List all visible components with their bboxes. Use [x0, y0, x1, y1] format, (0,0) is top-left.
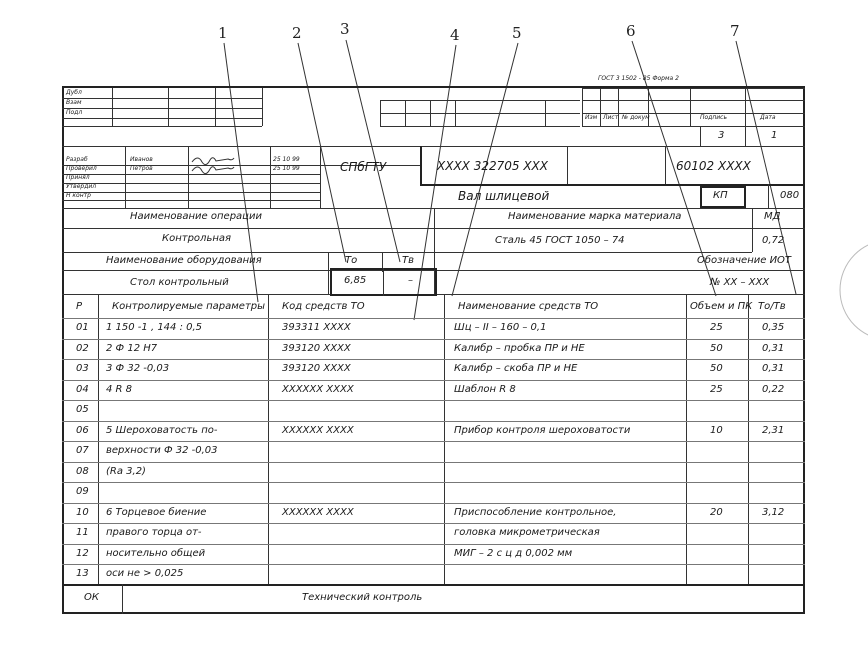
md-label: МД	[764, 211, 781, 222]
sheet-number: 3	[718, 130, 725, 141]
footer-text: Технический контроль	[302, 592, 423, 603]
table-cell-param: 3 Ф 32 -0,03	[106, 363, 170, 374]
table-cell-code: XXXXXX XXXX	[282, 424, 354, 436]
table-cell-code: 393120 XXXX	[282, 363, 351, 374]
stamp-sign: Подпись	[700, 114, 727, 121]
table-cell-param: правого торца от-	[106, 527, 202, 538]
table-row-line	[62, 400, 805, 401]
table-cell-param: 1 150 -1 , 144 : 0,5	[106, 322, 203, 333]
table-cell-param: 6 Торцевое биение	[106, 506, 207, 518]
name-petrov: Петров	[130, 165, 153, 172]
table-row-line	[62, 462, 805, 463]
op-code: 080	[780, 190, 800, 201]
role-nkontr: Н контр	[66, 192, 91, 199]
operation-name: Контрольная	[162, 233, 232, 244]
table-cell-no: 05	[76, 404, 89, 415]
table-cell-means: Калибр – пробка ПР и НЕ	[454, 342, 585, 354]
to-label: То	[345, 255, 358, 266]
table-cell-means: Прибор контроля шероховатости	[454, 424, 631, 436]
col-header-volume: Объем и ПК	[690, 301, 753, 312]
equipment-label: Наименование оборудования	[106, 255, 262, 266]
table-cell-param: носительно общей	[106, 547, 206, 559]
table-row-line	[62, 359, 805, 360]
callout-3: 3	[340, 20, 350, 38]
table-cell-param: (Ra 3,2)	[106, 465, 146, 477]
table-cell-time: 0,31	[762, 363, 785, 374]
table-cell-vol: 50	[710, 363, 723, 374]
table-row-line	[62, 544, 805, 545]
callout-1: 1	[218, 24, 228, 42]
form-label: ГОСТ 3 1502 - 85 Форма 2	[598, 75, 679, 82]
table-cell-vol: 25	[710, 322, 723, 333]
iot-value: № ХХ – ХХХ	[710, 277, 770, 288]
tv-label: Тв	[402, 255, 415, 266]
table-cell-no: 02	[76, 342, 89, 354]
table-cell-means: Шаблон R 8	[454, 383, 516, 395]
table-cell-no: 10	[76, 506, 89, 518]
name-ivanov: Иванов	[130, 156, 153, 163]
table-cell-no: 01	[76, 322, 89, 333]
stamp-doc: № докум	[622, 114, 650, 121]
part-code: 60102 XXXX	[676, 159, 751, 173]
col-header-code: Код средств ТО	[282, 301, 365, 312]
table-cell-no: 11	[76, 527, 89, 538]
table-row-line	[62, 318, 805, 319]
signature-2	[192, 167, 234, 174]
table-cell-no: 13	[76, 568, 89, 579]
signature-1	[192, 158, 234, 165]
col-header-row: Р	[76, 301, 83, 312]
material-label: Наименование марка материала	[508, 211, 682, 222]
label-vzam: Взам	[66, 99, 82, 106]
table-cell-param: оси не > 0,025	[106, 568, 184, 579]
doc-code: XXXX 322705 XXX	[437, 159, 548, 173]
callout-7: 7	[730, 22, 740, 40]
table-cell-vol: 20	[710, 506, 723, 518]
table-cell-no: 12	[76, 547, 89, 559]
table-cell-param: 5 Шероховатость по-	[106, 424, 218, 436]
table-row-line	[62, 503, 805, 504]
role-razrab: Разраб	[66, 156, 88, 163]
organization: СПбГТУ	[340, 160, 387, 174]
table-row-line	[62, 421, 805, 422]
role-utverdil: Утвердил	[66, 183, 97, 190]
table-cell-no: 07	[76, 445, 89, 456]
stamp-list: Лист	[603, 114, 619, 121]
table-cell-vol: 50	[710, 342, 723, 354]
iot-label: Обозначение ИОТ	[697, 255, 792, 266]
operation-name-label: Наименование операции	[130, 211, 262, 222]
table-cell-time: 0,31	[762, 342, 785, 354]
stamp-izm: Изм	[585, 114, 598, 121]
table-cell-time: 2,31	[762, 424, 785, 436]
tv-value: –	[408, 275, 413, 286]
label-dubl: Дубл	[66, 89, 82, 96]
sheets-total: 1	[771, 130, 778, 141]
part-name: Вал шлицевой	[458, 189, 550, 203]
table-cell-vol: 10	[710, 424, 723, 436]
table-row-line	[62, 380, 805, 381]
date-2: 25 10 99	[273, 165, 300, 172]
material-value: Сталь 45 ГОСТ 1050 – 74	[495, 235, 625, 246]
callout-2: 2	[292, 24, 302, 42]
table-cell-code: 393120 XXXX	[282, 342, 351, 354]
table-cell-means: головка микрометрическая	[454, 527, 600, 538]
table-cell-no: 04	[76, 383, 89, 395]
table-cell-code: XXXXXX XXXX	[282, 383, 354, 395]
table-row-line	[62, 482, 805, 483]
callout-4: 4	[450, 26, 460, 44]
table-cell-no: 03	[76, 363, 89, 374]
table-cell-param: верхности Ф 32 -0,03	[106, 445, 218, 456]
table-cell-means: Шц – II – 160 – 0,1	[454, 322, 547, 333]
table-row-line	[62, 564, 805, 565]
table-cell-time: 3,12	[762, 506, 785, 518]
table-cell-time: 0,22	[762, 383, 785, 395]
md-value: 0,72	[762, 235, 785, 246]
table-cell-code: 393311 XXXX	[282, 322, 351, 333]
footer-code: ОК	[84, 592, 99, 603]
table-row-line	[62, 441, 805, 442]
table-cell-code: XXXXXX XXXX	[282, 506, 354, 518]
to-value: 6,85	[344, 275, 367, 286]
col-header-params: Контролируемые параметры	[112, 301, 266, 312]
role-proveril: Проверил	[66, 165, 97, 172]
table-row-line	[62, 339, 805, 340]
table-cell-param: 4 R 8	[106, 383, 133, 395]
stamp-date: Дата	[760, 114, 776, 121]
table-cell-means: МИГ – 2 с ц д 0,002 мм	[454, 547, 573, 559]
table-row-line	[62, 523, 805, 524]
date-1: 25 10 99	[273, 156, 300, 163]
table-cell-no: 08	[76, 465, 89, 477]
table-cell-no: 09	[76, 486, 89, 497]
col-header-means: Наименование средств ТО	[458, 301, 599, 312]
table-cell-no: 06	[76, 424, 89, 436]
equipment-value: Стол контрольный	[130, 277, 229, 288]
label-podl: Подл	[66, 109, 83, 116]
table-cell-means: Приспособление контрольное,	[454, 506, 617, 518]
callout-5: 5	[512, 24, 522, 42]
col-header-time: То/Тв	[758, 301, 786, 312]
callout-6: 6	[626, 22, 636, 40]
table-cell-means: Калибр – скоба ПР и НЕ	[454, 363, 578, 374]
table-cell-param: 2 Ф 12 Н7	[106, 342, 158, 354]
doc-type: КП	[713, 190, 728, 201]
table-cell-time: 0,35	[762, 322, 785, 333]
table-cell-vol: 25	[710, 383, 723, 395]
role-prinyal: Принял	[66, 174, 90, 181]
